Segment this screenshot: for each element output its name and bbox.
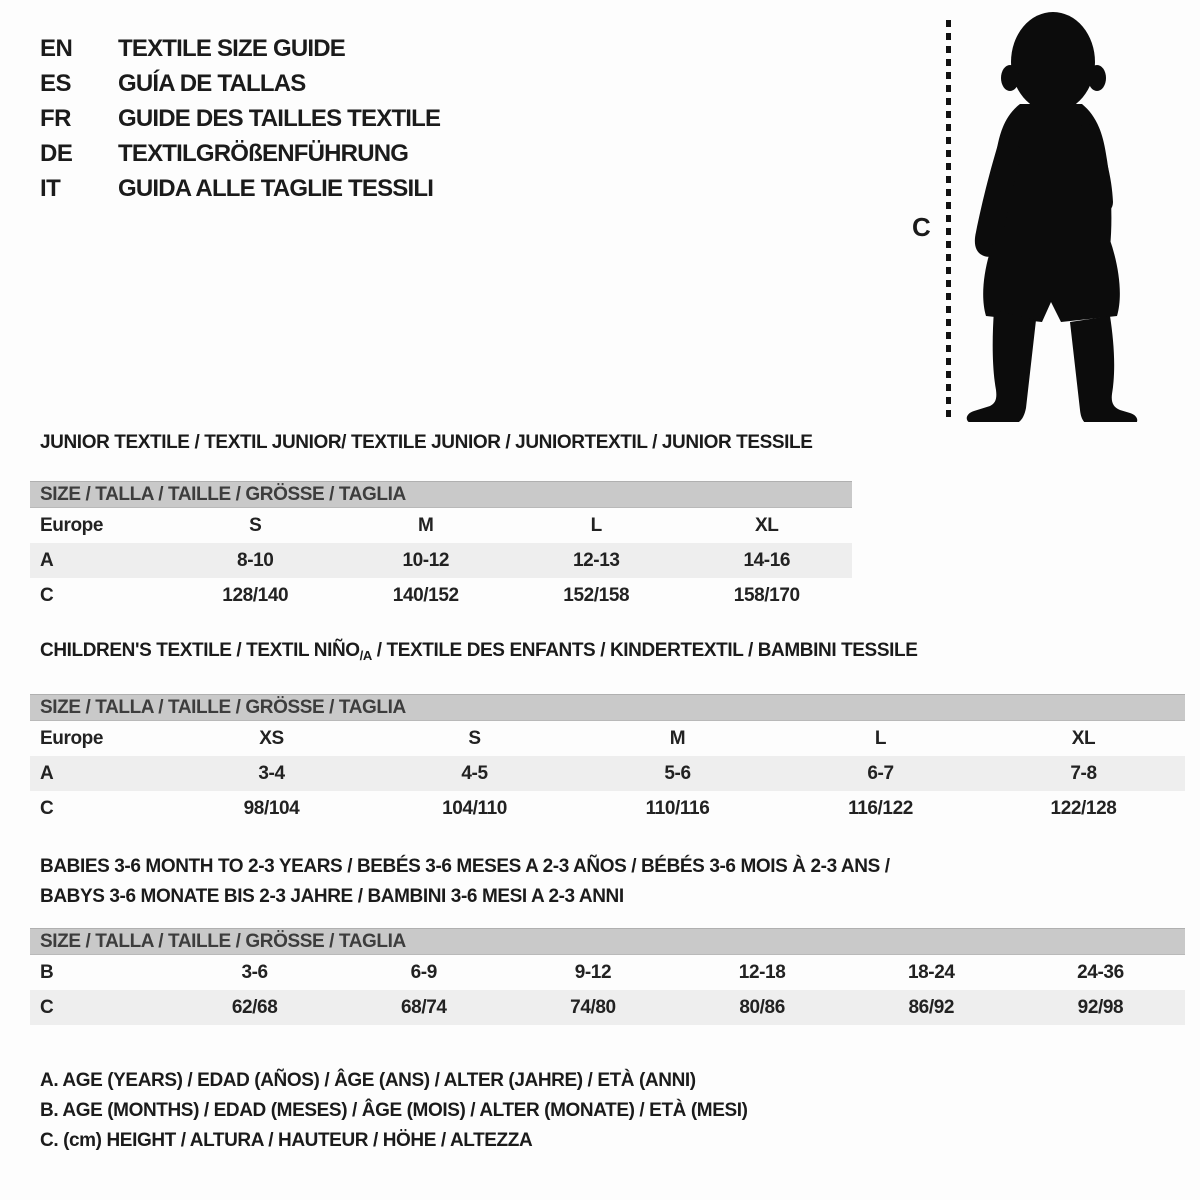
table-cell: 12-18 [738, 961, 786, 983]
row-label: A [40, 762, 54, 784]
table-cell: 18-24 [907, 961, 955, 983]
table-cell: 12-13 [572, 549, 620, 571]
size-table [30, 481, 852, 613]
table-cell: 122/128 [1050, 797, 1117, 819]
table-title [30, 432, 1185, 454]
table-cell: 3-6 [241, 961, 268, 983]
size-header-bar: SIZE / TALLA / TAILLE / GRÖSSE / TAGLIA [30, 694, 1185, 721]
language-code: IT [40, 174, 61, 202]
table-title-line [40, 882, 1185, 912]
size-table-section [30, 640, 1185, 826]
table-cell: 14-16 [743, 549, 791, 571]
table-cell: 74/80 [570, 996, 616, 1018]
size-table-section [30, 852, 1185, 1025]
row-label: B [40, 961, 54, 983]
table-row [30, 721, 1185, 756]
row-label: A [40, 549, 54, 571]
table-cell: XL [1071, 727, 1096, 749]
toddler-silhouette-icon [958, 8, 1148, 422]
table-cell: 128/140 [222, 584, 289, 606]
table-row [30, 955, 1185, 990]
table-cell: 116/122 [848, 797, 913, 819]
table-cell: 80/86 [739, 996, 785, 1018]
language-code: EN [40, 34, 73, 62]
language-title: GUIDE DES TAILLES TEXTILE [118, 104, 441, 132]
table-cell: 104/110 [442, 797, 507, 819]
table-row [30, 508, 852, 543]
table-cell: 92/98 [1077, 996, 1124, 1018]
size-header-bar: SIZE / TALLA / TAILLE / GRÖSSE / TAGLIA [30, 928, 1185, 955]
table-title-line [40, 640, 1185, 667]
table-cell: XS [259, 727, 284, 749]
table-row [30, 756, 1185, 791]
language-title: GUÍA DE TALLAS [118, 69, 306, 97]
legend-line: B. AGE (MONTHS) / EDAD (MESES) / ÂGE (MOIS) / ALTER (MONATE) / ETÀ (MESI) [40, 1100, 748, 1121]
table-cell: XL [755, 514, 779, 536]
table-title-segment: BABIES 3-6 MONTH TO 2-3 YEARS / BEBÉS 3-6 MESES A 2-3 AÑOS / BÉBÉS 3-6 MOIS À 2-3 ANS / [40, 856, 890, 877]
table-cell: M [418, 514, 434, 536]
table-title [30, 852, 1185, 912]
table-cell: L [590, 514, 602, 536]
table-title-line [40, 852, 1185, 882]
legend [40, 1066, 748, 1156]
table-title-segment: JUNIOR TEXTILE / TEXTIL JUNIOR/ TEXTILE JUNIOR / JUNIORTEXTIL / JUNIOR TESSILE [40, 432, 813, 453]
height-measure-label: C [912, 212, 931, 242]
table-cell: 68/74 [400, 996, 447, 1018]
table-cell: 24-36 [1077, 961, 1124, 983]
height-dashed-line [946, 20, 951, 417]
table-row [30, 990, 1185, 1025]
height-figure [0, 0, 1200, 430]
table-title-segment: BABYS 3-6 MONATE BIS 2-3 JAHRE / BAMBINI 3-6 MESI A 2-3 ANNI [40, 886, 624, 907]
table-cell: 7-8 [1070, 762, 1097, 784]
row-label: C [40, 996, 54, 1018]
legend-line: C. (cm) HEIGHT / ALTURA / HAUTEUR / HÖHE / ALTEZZA [40, 1130, 533, 1151]
language-title: TEXTILE SIZE GUIDE [118, 34, 345, 62]
table-cell: 9-12 [574, 961, 612, 983]
language-title: TEXTILGRÖßENFÜHRUNG [118, 139, 409, 167]
table-cell: 4-5 [461, 762, 488, 784]
size-table [30, 928, 1185, 1025]
table-cell: S [468, 727, 481, 749]
language-code: ES [40, 69, 72, 97]
table-cell: 6-7 [867, 762, 894, 784]
table-row [30, 791, 1185, 826]
language-code: DE [40, 139, 73, 167]
table-cell: 62/68 [231, 996, 278, 1018]
table-title-segment: /A [359, 648, 372, 663]
size-table-section [30, 432, 1185, 613]
table-cell: S [249, 514, 262, 536]
table-cell: 152/158 [563, 584, 630, 606]
table-cell: 10-12 [402, 549, 450, 571]
table-cell: 5-6 [664, 762, 691, 784]
size-header-bar: SIZE / TALLA / TAILLE / GRÖSSE / TAGLIA [30, 481, 852, 508]
table-cell: 110/116 [645, 797, 710, 819]
row-label: C [40, 797, 54, 819]
row-label: Europe [40, 514, 104, 536]
table-title-segment: / TEXTILE DES ENFANTS / KINDERTEXTIL / BAMBINI TESSILE [371, 640, 918, 661]
table-cell: 140/152 [392, 584, 459, 606]
table-title-line [40, 432, 1185, 454]
row-label: C [40, 584, 54, 606]
table-row [30, 578, 852, 613]
language-code: FR [40, 104, 71, 132]
table-cell: L [874, 727, 887, 749]
table-cell: M [669, 727, 686, 749]
row-label: Europe [40, 727, 104, 749]
table-cell: 86/92 [908, 996, 955, 1018]
table-cell: 6-9 [410, 961, 437, 983]
table-title [30, 640, 1185, 667]
language-title: GUIDA ALLE TAGLIE TESSILI [118, 174, 434, 202]
legend-line: A. AGE (YEARS) / EDAD (AÑOS) / ÂGE (ANS) / ALTER (JAHRE) / ETÀ (ANNI) [40, 1070, 696, 1091]
table-cell: 158/170 [733, 584, 800, 606]
table-cell: 8-10 [237, 549, 274, 571]
size-table [30, 694, 1185, 826]
table-row [30, 543, 852, 578]
table-cell: 3-4 [258, 762, 285, 784]
table-title-segment: CHILDREN'S TEXTILE / TEXTIL NIÑO [40, 640, 360, 661]
table-cell: 98/104 [243, 797, 300, 819]
